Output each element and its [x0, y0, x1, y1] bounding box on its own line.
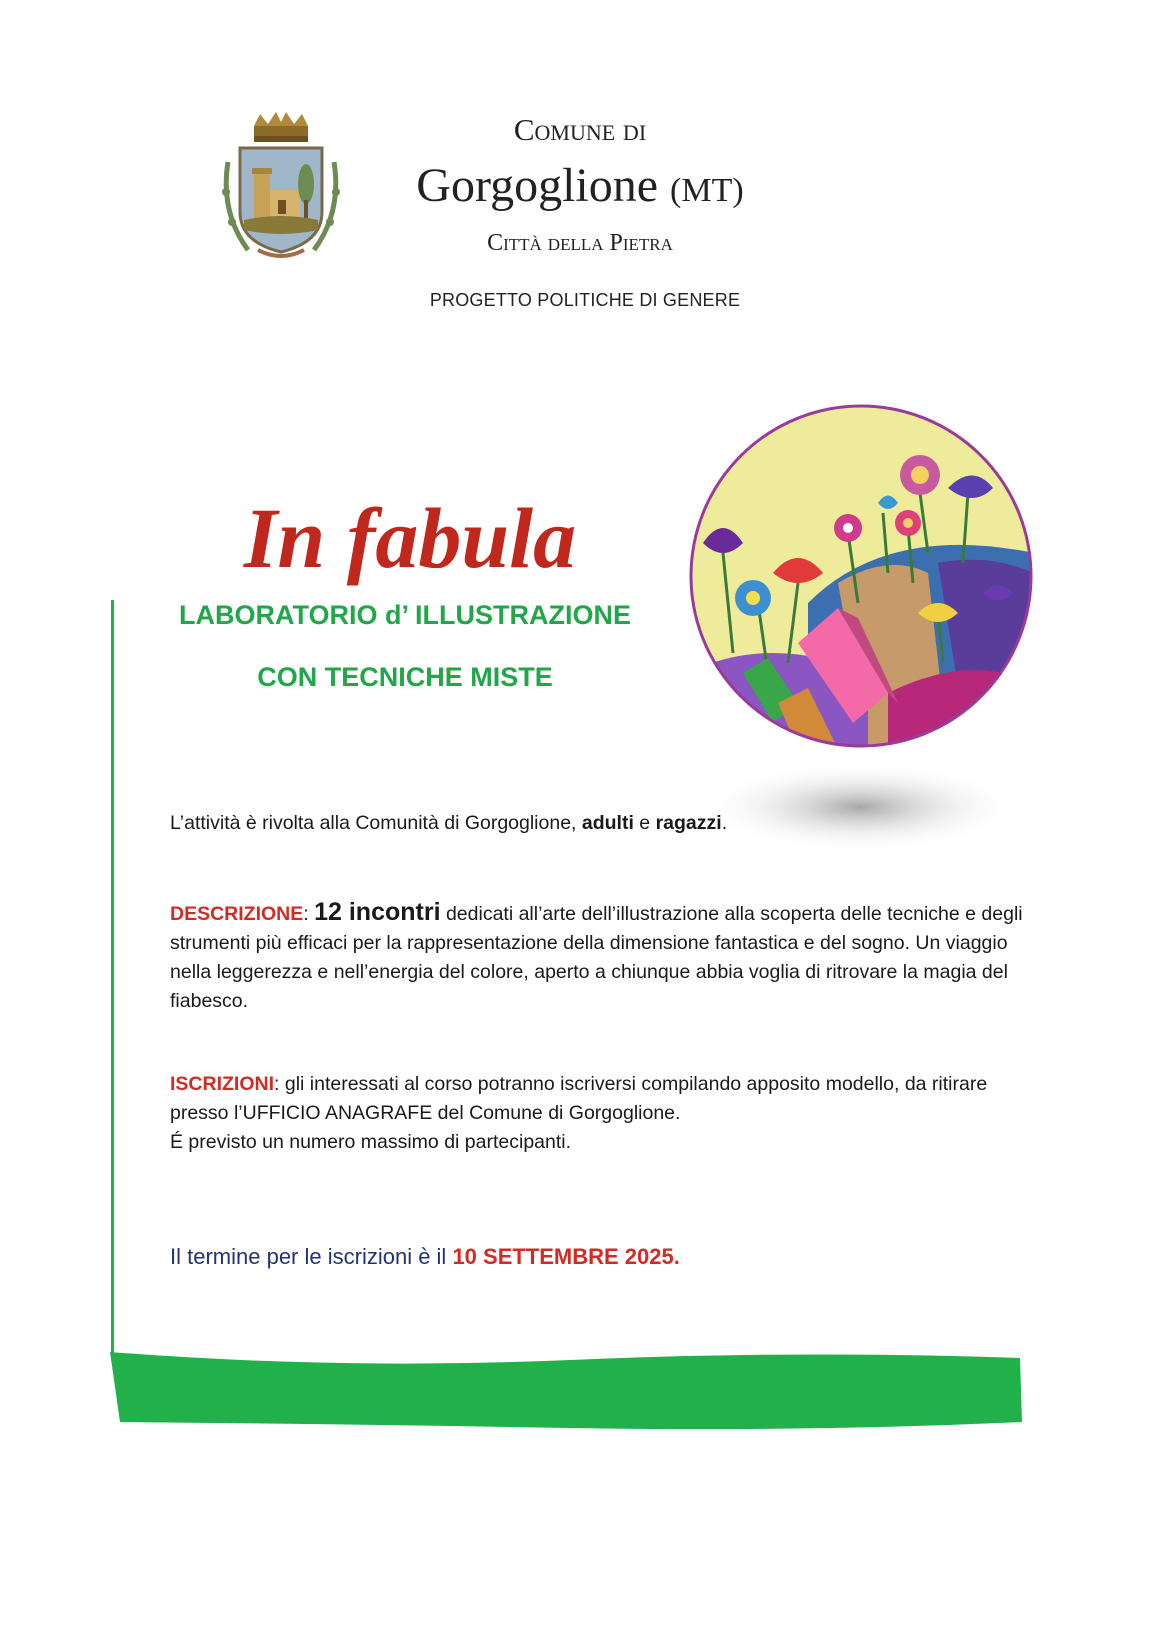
subtitle-laboratorio: LABORATORIO d’ ILLUSTRAZIONE [179, 600, 631, 630]
description-colon: : [303, 903, 315, 925]
deadline-text: Il termine per le iscrizioni è il [170, 1244, 453, 1269]
province: (MT) [670, 172, 744, 209]
project-name: PROGETTO POLITICHE DI GENERE [429, 290, 741, 310]
flowers-illustration [688, 403, 1034, 749]
registration-paragraph [170, 1070, 1050, 1157]
green-vertical-rule [111, 600, 114, 1360]
description-paragraph [170, 898, 1050, 1016]
intro-and: e [633, 812, 656, 834]
header-motto: Città della Pietra [487, 230, 673, 256]
subtitle-tecniche: CON TECNICHE MISTE [257, 662, 553, 692]
intro-kids: ragazzi [655, 812, 722, 834]
description-text: dedicati all’arte dell’illustrazione alla scoperta delle tecniche e degli strumenti più efficaci per la rappresentazione della dimensione fantastica e del sogno. Un viaggio nella leggerezza e nell’energia del colore, aperto a chiunque abbia voglia di ritrovare la magia del fiabesco. [170, 903, 1023, 1012]
deadline-date: 10 SETTEMBRE 2025. [452, 1244, 680, 1269]
intro-paragraph [170, 809, 1050, 838]
deadline-paragraph [170, 1242, 1050, 1271]
intro-end: . [721, 812, 728, 834]
crest-icon [218, 112, 344, 264]
shadow-decoration [700, 762, 1020, 852]
header-comune-di: Comune di [513, 112, 647, 147]
description-count: 12 incontri [314, 898, 441, 926]
description-label: DESCRIZIONE [170, 903, 304, 925]
registration-text: : gli interessati al corso potranno iscriversi compilando apposito modello, da ritirare presso l’UFFICIO ANAGRAFE del Comune di Gorgoglione. [170, 1073, 988, 1124]
page-title: In fabula [243, 490, 577, 586]
intro-text: L’attività è rivolta alla Comunità di Gorgoglione, [170, 812, 582, 834]
registration-label: ISCRIZIONI [170, 1073, 275, 1095]
green-wave-banner [110, 1340, 1030, 1440]
town-name: Gorgoglione [416, 159, 659, 212]
header-town [380, 158, 780, 213]
intro-adults: adulti [581, 812, 634, 834]
registration-note: É previsto un numero massimo di partecipanti. [170, 1131, 572, 1153]
